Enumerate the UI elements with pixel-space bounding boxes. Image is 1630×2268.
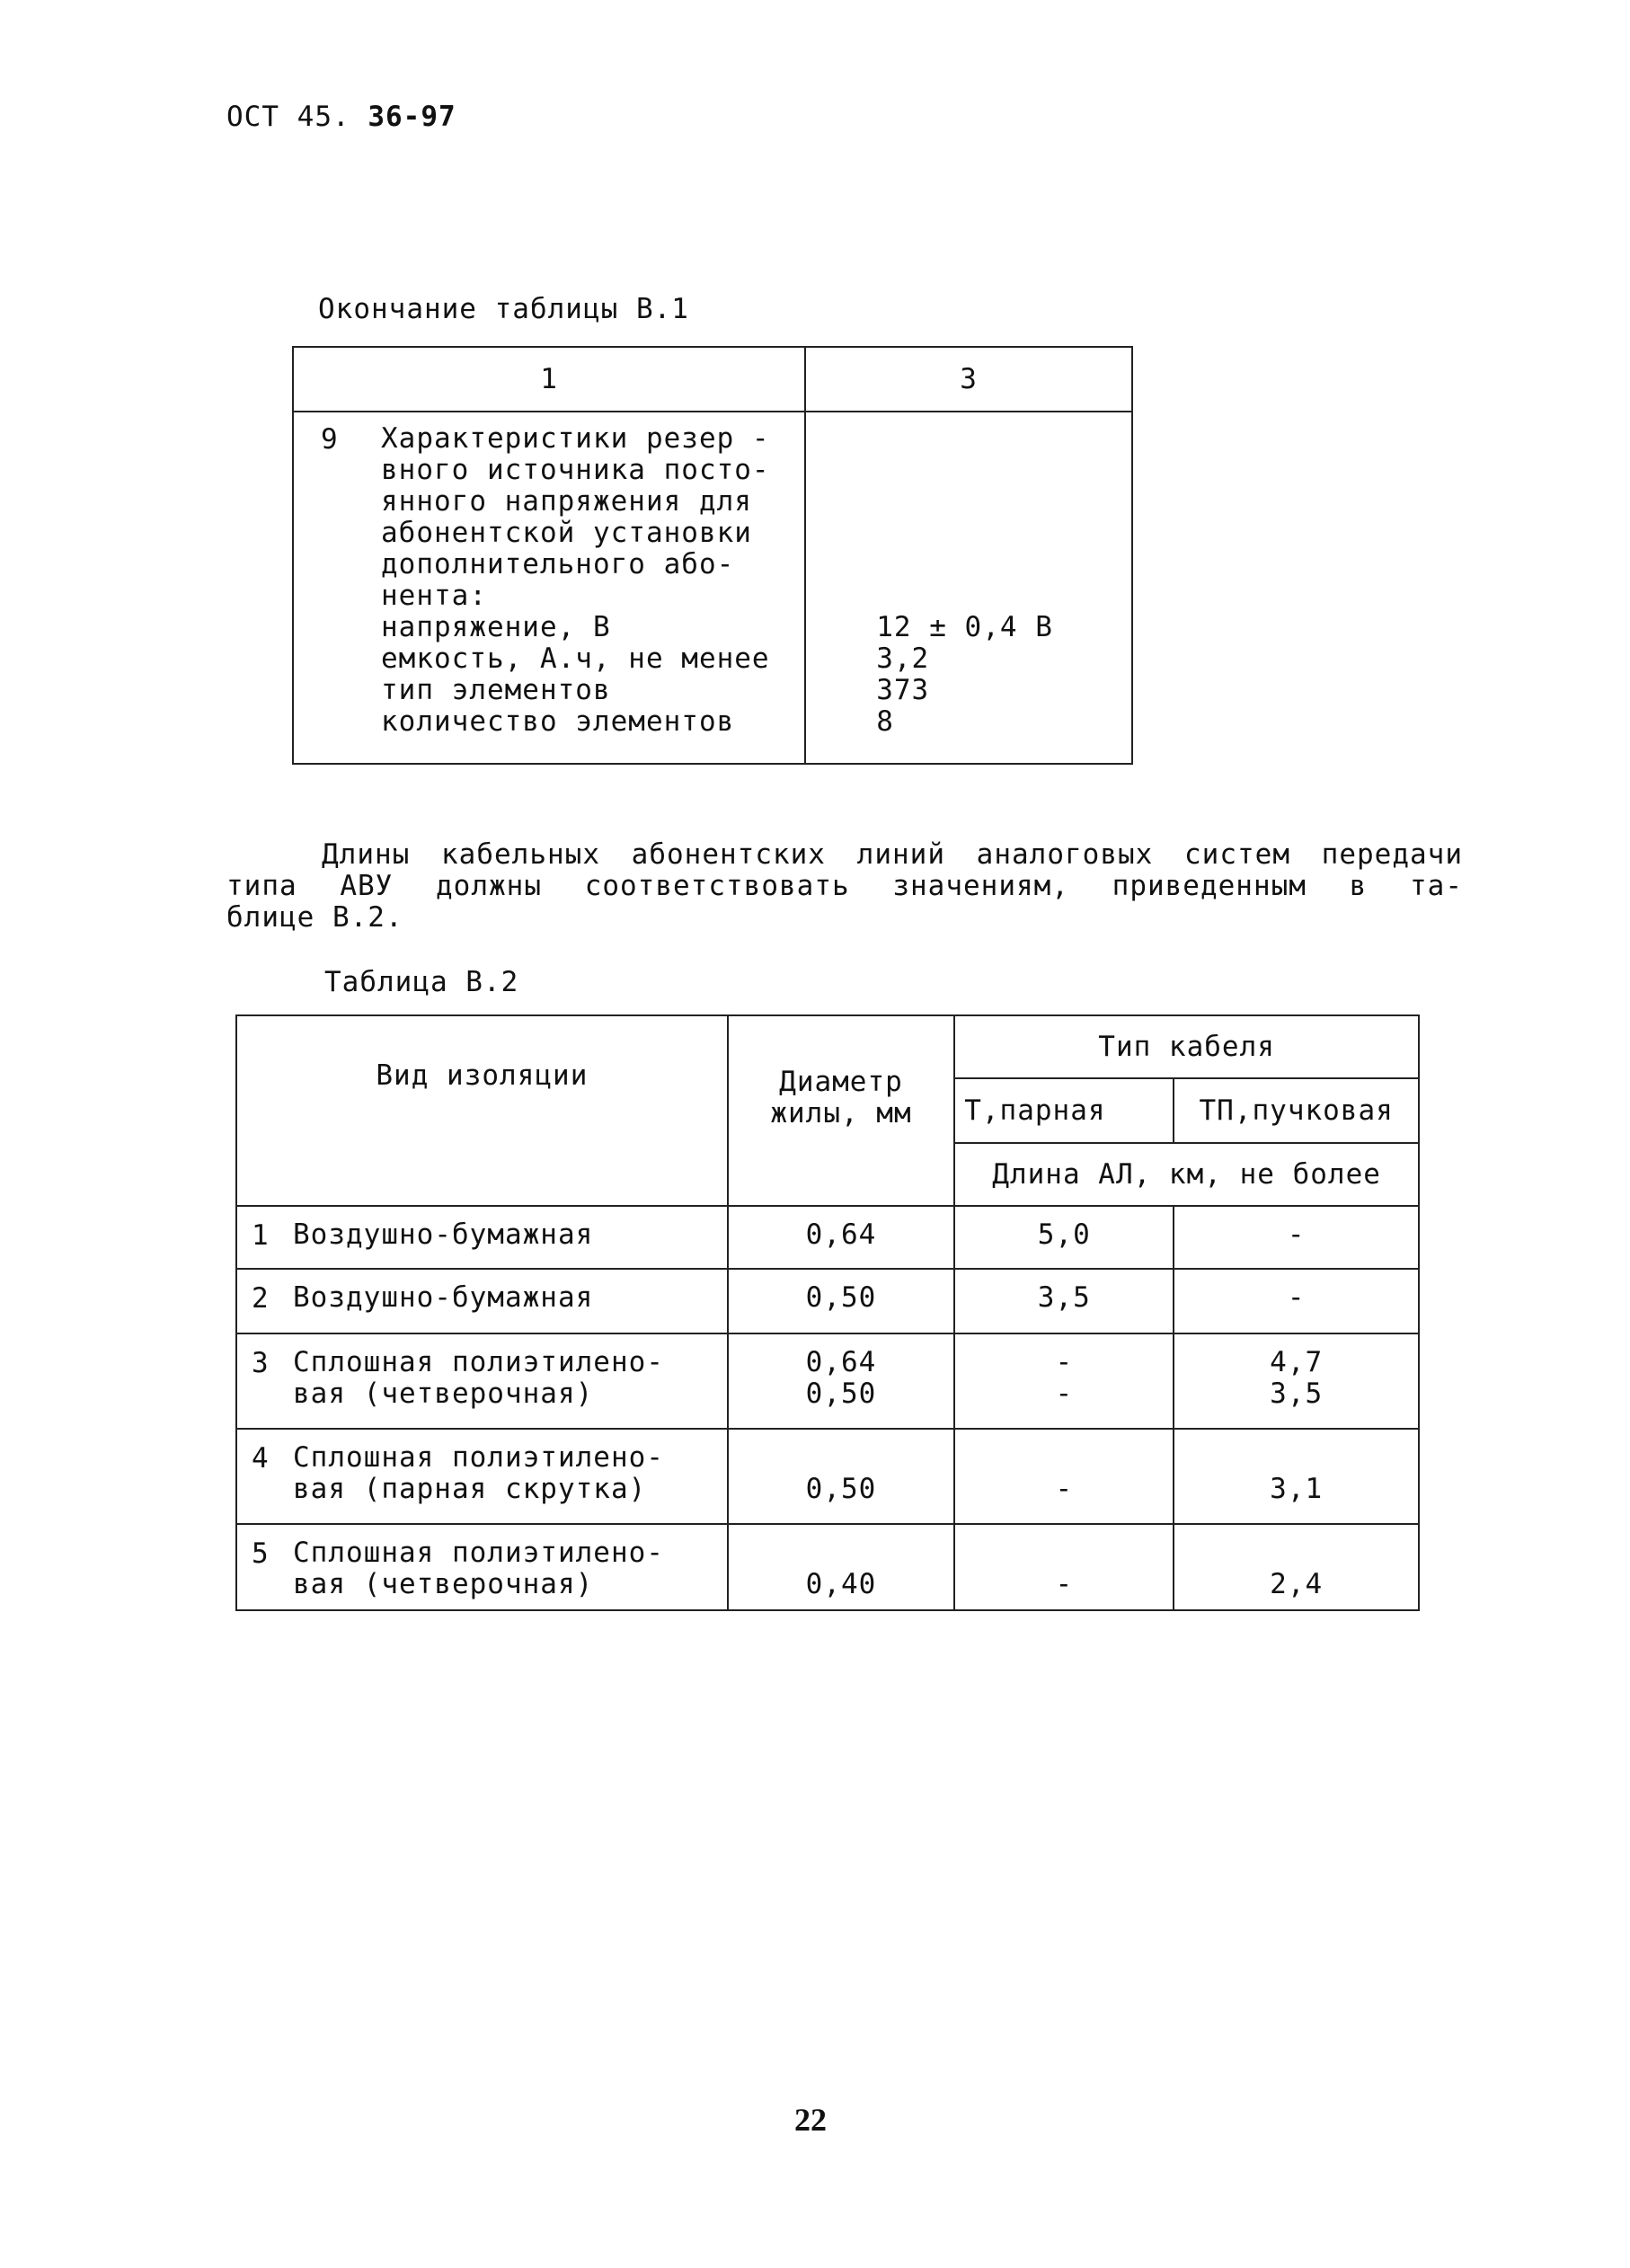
table1-value [876, 423, 1131, 455]
cell-tp-bundle-length-line: 4,7 [1270, 1346, 1324, 1378]
table1-line: вного источника посто- [381, 454, 770, 486]
table-row [236, 1333, 1419, 1429]
table-row [236, 1269, 1419, 1333]
cell-tp-bundle-length-line [1174, 1537, 1418, 1569]
table1-value [876, 518, 1131, 549]
insulation-line: Воздушно-бумажная [293, 1281, 594, 1314]
cell-diameter-line: 0,40 [805, 1568, 877, 1600]
document-code [226, 101, 456, 133]
table1-line: дополнительного або- [381, 548, 735, 580]
cell-tp-bundle-length [1174, 1269, 1419, 1333]
paragraph-line: блице В.2. [226, 901, 403, 934]
cell-diameter-line: 0,64 [805, 1346, 877, 1378]
table1-value: 8 [876, 705, 894, 738]
row-number: 3 [252, 1347, 270, 1379]
cell-tp-bundle-length-line: 2,4 [1270, 1568, 1324, 1600]
row-number: 1 [252, 1219, 270, 1252]
table1 [292, 346, 1133, 765]
cell-tp-bundle-length-line: - [1287, 1281, 1306, 1314]
cell-tp-bundle-length [1174, 1206, 1419, 1269]
insulation-line: вая (четверочная) [293, 1568, 594, 1600]
cell-tp-bundle-length [1174, 1524, 1419, 1610]
insulation-line: Сплошная полиэтилено- [293, 1537, 664, 1569]
table1-line: тип элементов [381, 674, 611, 706]
table1-line: напряжение, В [381, 611, 611, 643]
paragraph-line: Длины кабельных абонентских линий аналоговых систем передачи [322, 838, 1463, 871]
cell-t-pair-length [954, 1206, 1174, 1269]
cell-t-pair-length-line: 5,0 [1037, 1218, 1091, 1251]
cell-t-pair-length-line: - [1055, 1568, 1074, 1600]
header-cable-type: Тип кабеля [954, 1015, 1419, 1078]
table2 [235, 1014, 1420, 1611]
cell-tp-bundle-length-line: 3,1 [1270, 1473, 1324, 1505]
table-row [236, 1429, 1419, 1524]
header-length: Длина АЛ, км, не более [954, 1143, 1419, 1206]
cell-diameter-line: 0,50 [805, 1473, 877, 1505]
table1-line: янного напряжения для [381, 485, 752, 518]
table1-value: 12 ± 0,4 В [876, 611, 1053, 643]
table1-value [876, 455, 1131, 486]
cell-insulation [236, 1206, 728, 1269]
header-t-pair: Т,парная [954, 1078, 1174, 1143]
table1-line: емкость, А.ч, не менее [381, 642, 770, 675]
table1-value: 373 [876, 674, 930, 706]
header-insulation: Вид изоляции [236, 1015, 728, 1206]
cell-t-pair-length [954, 1429, 1174, 1524]
insulation-text [293, 1219, 593, 1251]
cell-diameter-line [729, 1442, 953, 1474]
insulation-text [293, 1442, 664, 1505]
cell-t-pair-length-line: - [1055, 1473, 1074, 1505]
cell-diameter-line [729, 1537, 953, 1569]
table2-body [236, 1206, 1419, 1610]
cell-t-pair-length-line [955, 1442, 1173, 1474]
cell-t-pair-length-line: - [1055, 1378, 1074, 1410]
table1-value: 3,2 [876, 642, 930, 675]
cell-diameter-line: 0,64 [805, 1218, 877, 1251]
cell-diameter [728, 1206, 954, 1269]
table1-values [806, 412, 1131, 738]
cell-insulation [236, 1524, 728, 1610]
cell-diameter-line: 0,50 [805, 1378, 877, 1410]
cell-diameter [728, 1524, 954, 1610]
table1-col-header-3: 3 [805, 347, 1132, 412]
table1-value [876, 580, 1131, 612]
cell-insulation [236, 1269, 728, 1333]
cell-t-pair-length [954, 1333, 1174, 1429]
cell-diameter [728, 1429, 954, 1524]
cell-tp-bundle-length-line: - [1287, 1218, 1306, 1251]
table1-row-number: 9 [321, 423, 339, 456]
table1-col-header-1: 1 [293, 347, 805, 412]
document-code-prefix: ОСТ 45. [226, 101, 350, 133]
table1-text-cell [293, 412, 805, 764]
cell-t-pair-length-line: 3,5 [1037, 1281, 1091, 1314]
table1-value-cell [805, 412, 1132, 764]
table1-caption: Окончание таблицы В.1 [318, 293, 689, 325]
row-number: 5 [252, 1537, 270, 1570]
cell-tp-bundle-length [1174, 1333, 1419, 1429]
cell-t-pair-length-line: - [1055, 1346, 1074, 1378]
insulation-line: Сплошная полиэтилено- [293, 1346, 664, 1378]
insulation-line: Сплошная полиэтилено- [293, 1441, 664, 1474]
insulation-line: вая (парная скрутка) [293, 1473, 647, 1505]
table-row [236, 1524, 1419, 1610]
insulation-text [293, 1347, 664, 1410]
cell-tp-bundle-length-line [1174, 1442, 1418, 1474]
table-row [236, 1206, 1419, 1269]
insulation-line: Воздушно-бумажная [293, 1218, 594, 1251]
cell-insulation [236, 1429, 728, 1524]
cell-t-pair-length [954, 1269, 1174, 1333]
page-number: 22 [794, 2102, 827, 2138]
cell-insulation [236, 1333, 728, 1429]
insulation-text [293, 1537, 664, 1600]
cell-diameter [728, 1269, 954, 1333]
document-code-number: 36-97 [368, 101, 456, 133]
cell-tp-bundle-length-line: 3,5 [1270, 1378, 1324, 1410]
insulation-line: вая (четверочная) [293, 1378, 594, 1410]
insulation-text [293, 1282, 593, 1314]
paragraph [226, 839, 1463, 934]
cell-t-pair-length [954, 1524, 1174, 1610]
cell-t-pair-length-line [955, 1537, 1173, 1569]
table1-value [876, 486, 1131, 518]
header-diameter-text: Диаметр жилы, мм [770, 1066, 912, 1130]
row-number: 2 [252, 1282, 270, 1315]
cell-tp-bundle-length [1174, 1429, 1419, 1524]
header-tp-bundle: ТП,пучковая [1174, 1078, 1419, 1143]
row-number: 4 [252, 1442, 270, 1475]
paragraph-line: типа АВУ должны соответствовать значениям, приведенным в та- [226, 870, 1463, 902]
table2-caption: Таблица В.2 [324, 966, 519, 998]
table1-lines [381, 423, 804, 738]
table1-line: абонентской установки [381, 517, 752, 549]
cell-diameter-line: 0,50 [805, 1281, 877, 1314]
header-diameter [728, 1015, 954, 1206]
table1-line: нента: [381, 580, 487, 612]
table1-line: количество элементов [381, 705, 735, 738]
table1-value [876, 549, 1131, 580]
table1-line: Характеристики резер - [381, 422, 770, 455]
cell-diameter [728, 1333, 954, 1429]
